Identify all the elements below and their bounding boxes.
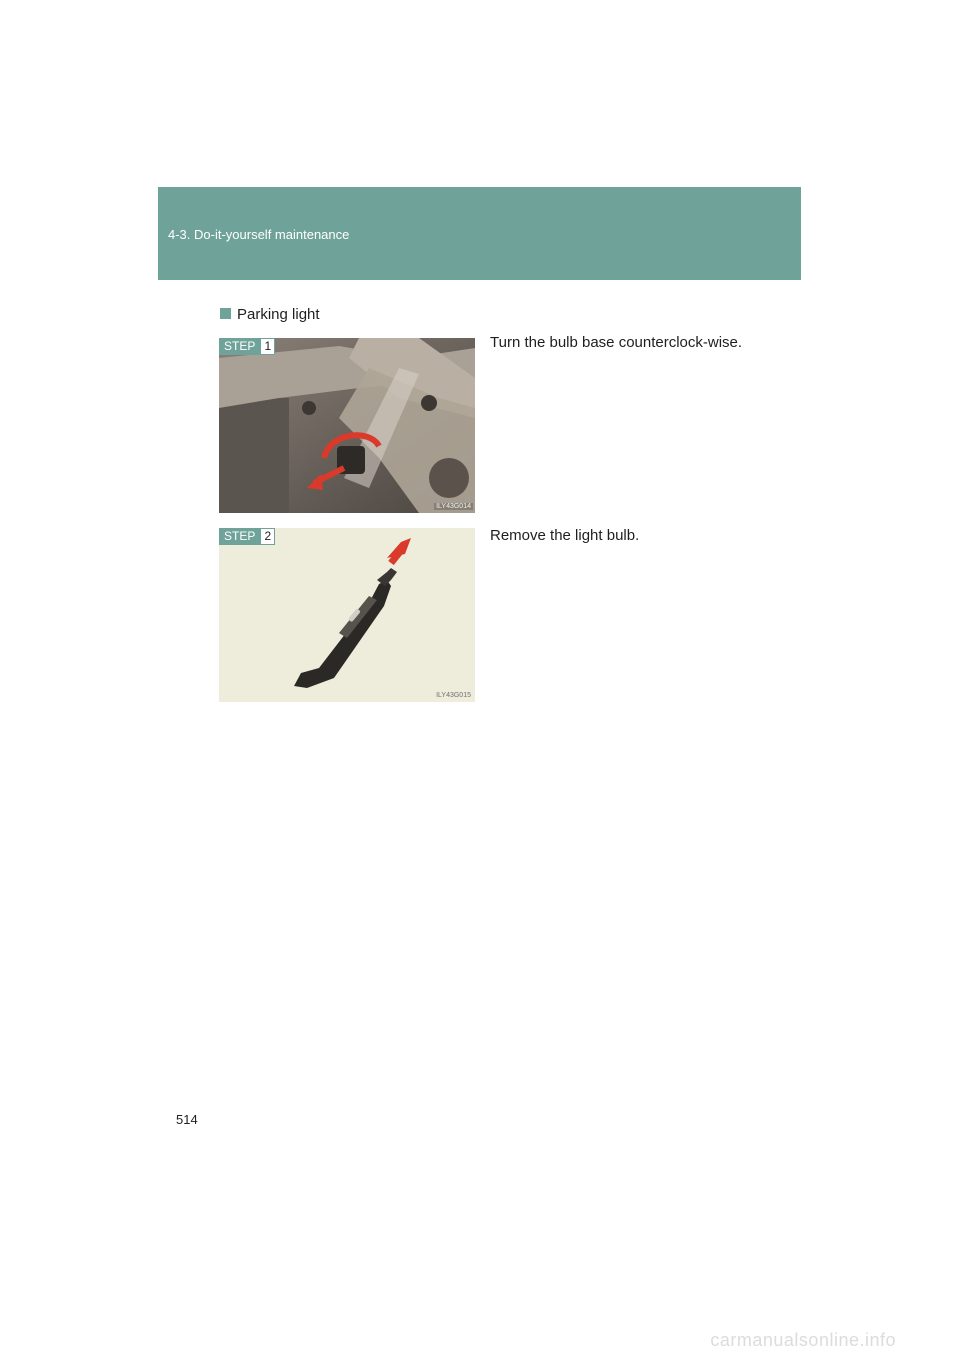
figure-code: ILY43G014 [436,503,471,510]
step-number: 2 [260,528,275,545]
section-header-bar [158,187,801,280]
step-2-illustration [219,528,475,702]
step-number: 1 [260,338,275,355]
figure-code: ILY43G015 [436,692,471,699]
step-1-illustration [219,338,475,513]
footer-watermark: carmanualsonline.info [710,1330,896,1350]
page-number: 514 [176,1112,198,1127]
bulb-removal-photo [219,528,475,702]
bulb-base-photo [219,338,475,513]
section-title [220,306,320,323]
step-1-badge [219,338,275,355]
step-2-text: Remove the light bulb. [490,527,640,544]
section-title-text: Parking light [237,306,320,323]
step-2-badge [219,528,275,545]
step-label: STEP [219,338,260,355]
step-1-text: Turn the bulb base counterclock-wise. [490,334,743,351]
square-bullet-icon [220,308,231,319]
step-label: STEP [219,528,260,545]
breadcrumb: 4-3. Do-it-yourself maintenance [168,227,350,242]
